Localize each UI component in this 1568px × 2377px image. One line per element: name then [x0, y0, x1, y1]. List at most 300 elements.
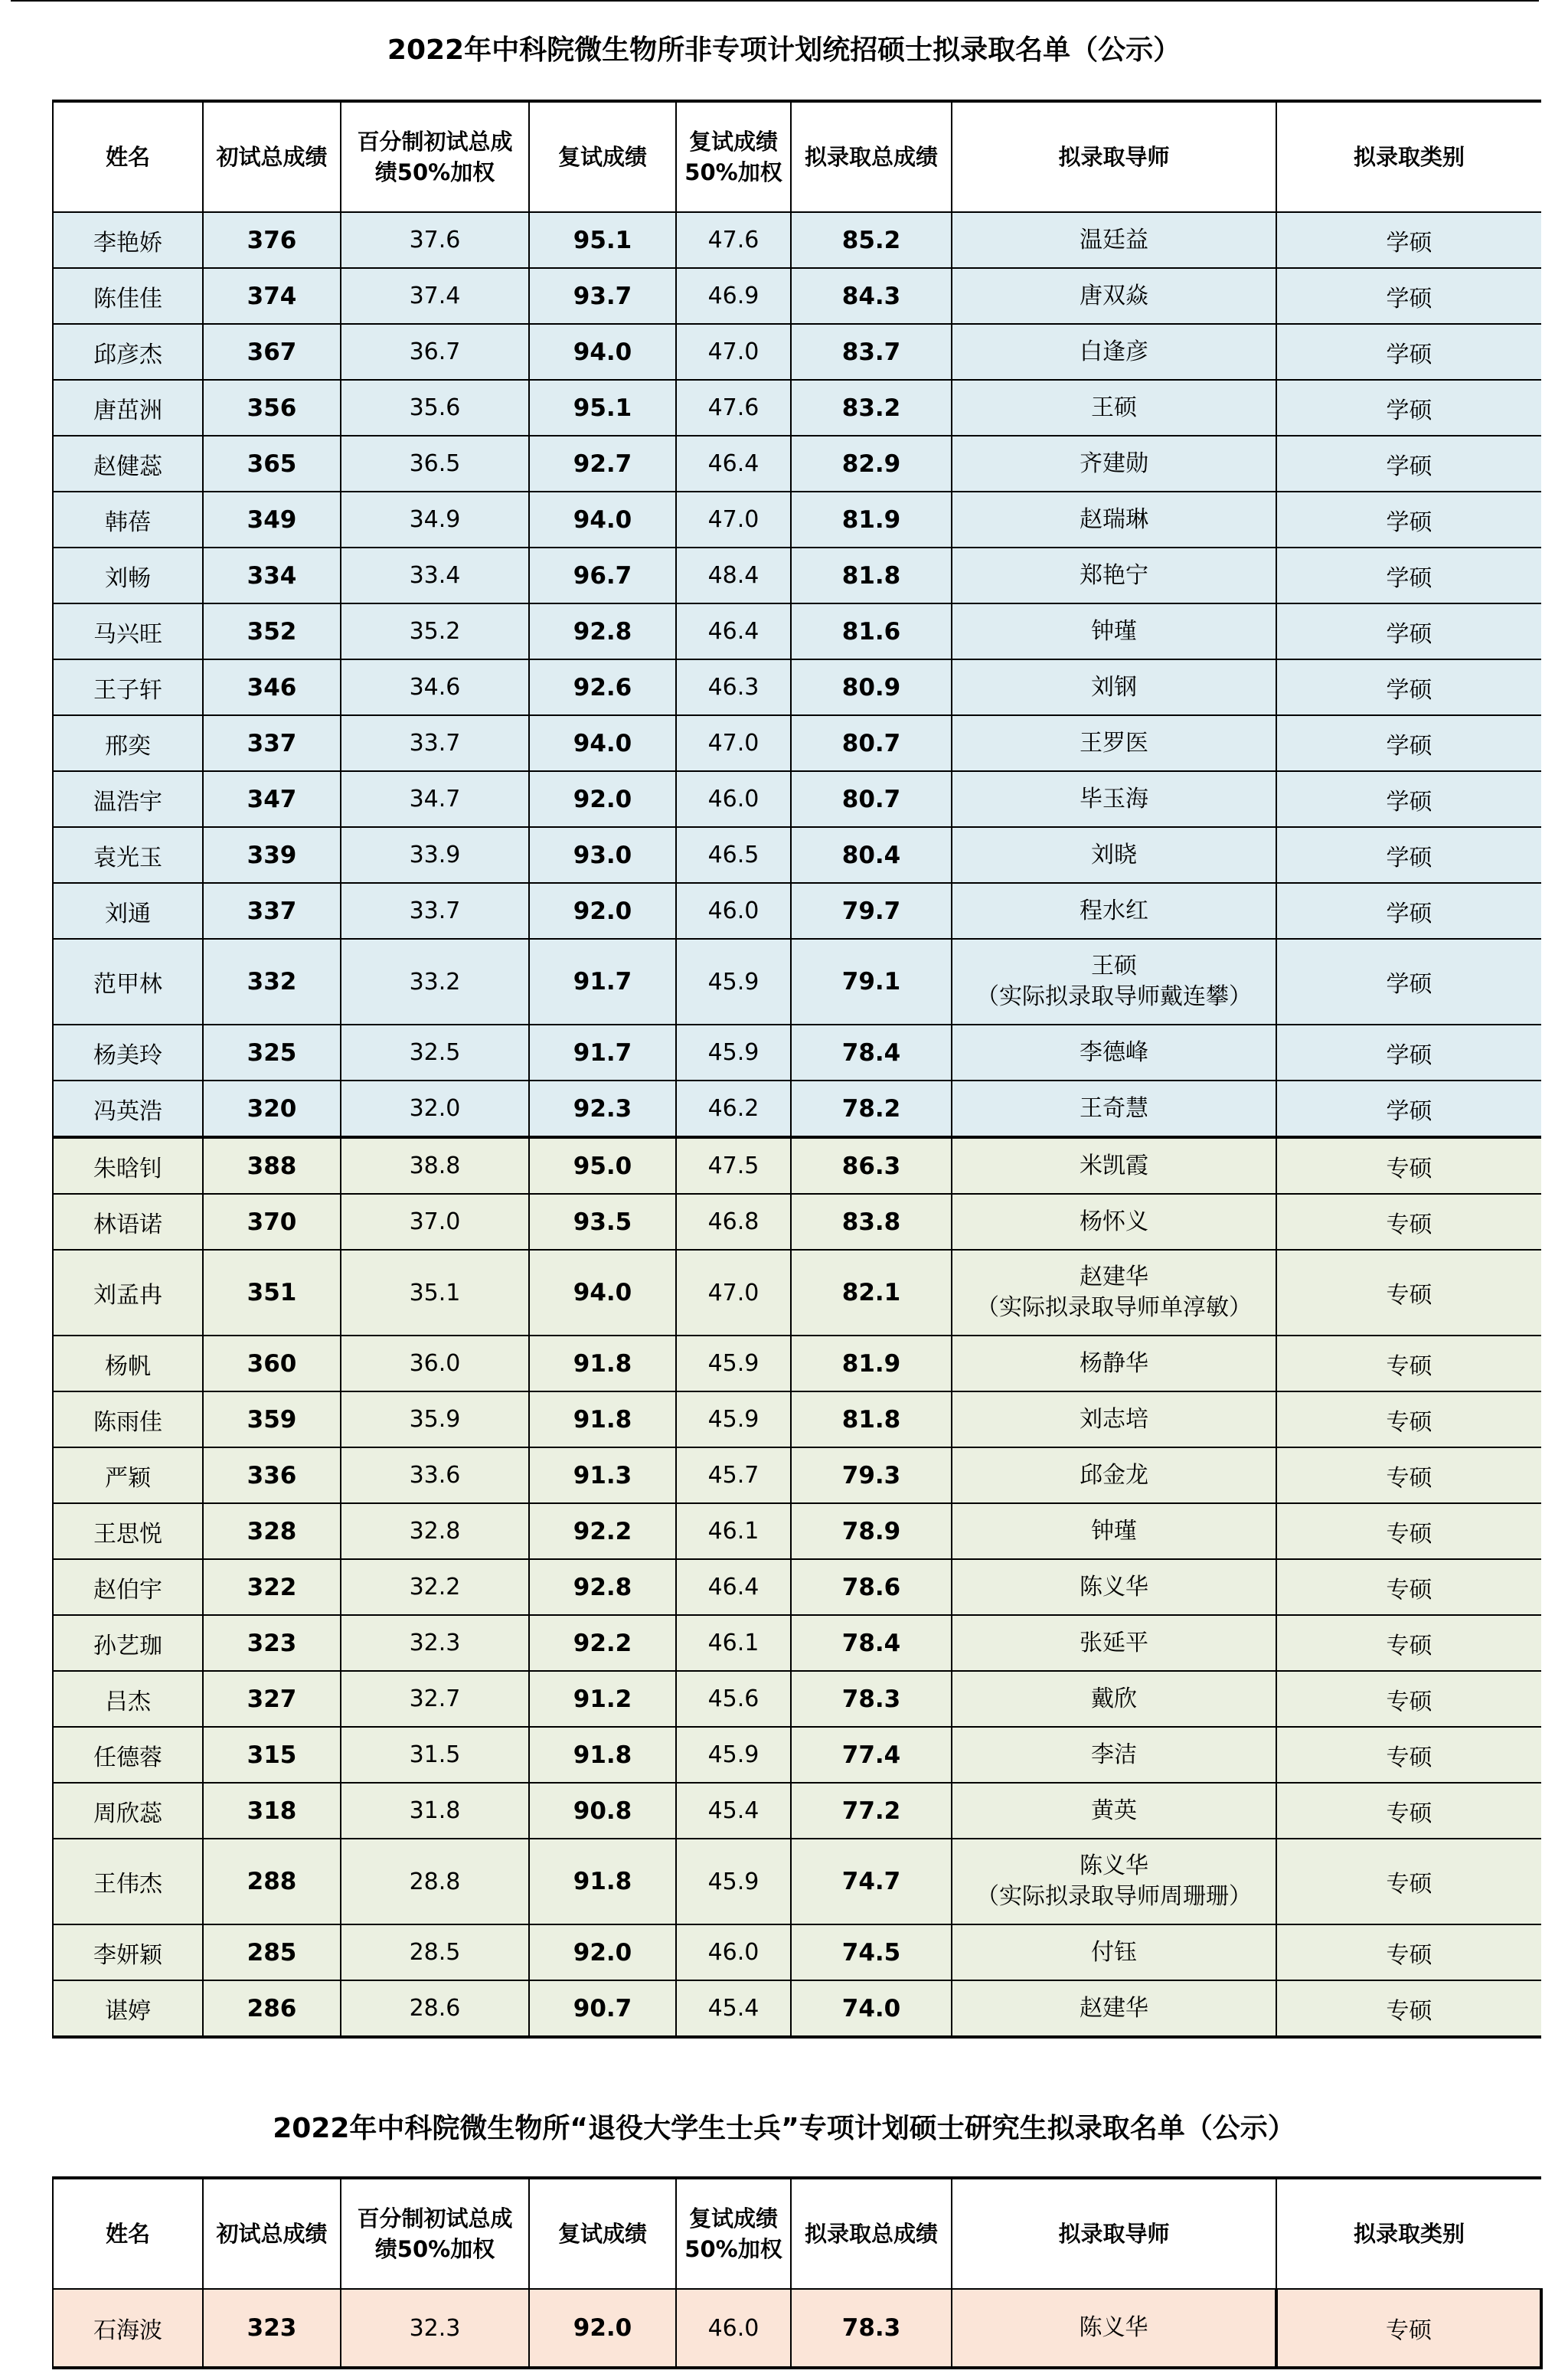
cell-retest-score: 91.8: [529, 1336, 676, 1391]
cell-retest-weighted: 46.8: [676, 1194, 791, 1250]
cell-prelim-weighted: 35.1: [341, 1250, 529, 1336]
cell-retest-weighted: 46.4: [676, 603, 791, 659]
cell-total-score: 79.7: [791, 883, 952, 939]
cell-retest-weighted: 46.1: [676, 1503, 791, 1559]
cell-retest-score: 92.6: [529, 659, 676, 715]
cell-advisor: 郑艳宁: [952, 548, 1276, 603]
cell-category: 学硕: [1276, 548, 1541, 603]
table-row: [53, 1025, 1541, 1081]
cell-retest-score: 94.0: [529, 1250, 676, 1336]
cell-advisor: 赵建华 （实际拟录取导师单淳敏）: [952, 1250, 1276, 1336]
cell-retest-score: 91.3: [529, 1447, 676, 1503]
cell-retest-weighted: 46.4: [676, 1559, 791, 1615]
table-row: [53, 1727, 1541, 1783]
cell-advisor: 刘钢: [952, 659, 1276, 715]
cell-total-score: 80.9: [791, 659, 952, 715]
cell-prelim-score: 334: [203, 548, 341, 603]
col-header-retest: 复试成绩: [529, 101, 676, 212]
cell-prelim-score: 347: [203, 771, 341, 827]
cell-prelim-weighted: 33.7: [341, 883, 529, 939]
cell-retest-score: 91.8: [529, 1839, 676, 1924]
cell-prelim-weighted: 33.7: [341, 715, 529, 771]
cell-name: 唐茁洲: [53, 380, 203, 436]
cell-advisor: 毕玉海: [952, 771, 1276, 827]
col-header-retest-weighted: 复试成绩 50%加权: [676, 101, 791, 212]
cell-total-score: 74.5: [791, 1924, 952, 1980]
cell-total-score: 78.6: [791, 1559, 952, 1615]
cell-advisor: 刘志培: [952, 1391, 1276, 1447]
cell-name: 王伟杰: [53, 1839, 203, 1924]
table-row: [53, 492, 1541, 548]
cell-name: 马兴旺: [53, 603, 203, 659]
cell-name: 李妍颖: [53, 1924, 203, 1980]
cell-advisor: 邱金龙: [952, 1447, 1276, 1503]
cell-retest-weighted: 45.6: [676, 1671, 791, 1727]
cell-retest-weighted: 48.4: [676, 548, 791, 603]
cell-prelim-score: 318: [203, 1783, 341, 1839]
cell-retest-weighted: 47.0: [676, 1250, 791, 1336]
cell-prelim-score: 320: [203, 1081, 341, 1137]
cell-prelim-score: 374: [203, 268, 341, 324]
cell-category: 专硕: [1276, 1447, 1541, 1503]
cell-retest-weighted: 46.0: [676, 883, 791, 939]
cell-category: 学硕: [1276, 771, 1541, 827]
cell-category: 专硕: [1276, 1839, 1541, 1924]
cell-category: 学硕: [1276, 1025, 1541, 1081]
cell-prelim-score: 356: [203, 380, 341, 436]
cell-prelim-weighted: 32.3: [341, 1615, 529, 1671]
cell-category: 学硕: [1276, 324, 1541, 380]
cell-retest-weighted: 46.1: [676, 1615, 791, 1671]
table-row: [53, 771, 1541, 827]
cell-total-score: 84.3: [791, 268, 952, 324]
col-header-category: 拟录取类别: [1276, 101, 1541, 212]
cell-prelim-score: 328: [203, 1503, 341, 1559]
cell-category: 专硕: [1276, 1503, 1541, 1559]
cell-advisor: 赵建华: [952, 1980, 1276, 2037]
cell-advisor: 李德峰: [952, 1025, 1276, 1081]
cell-advisor: 钟瑾: [952, 603, 1276, 659]
cell-category: 专硕: [1276, 1250, 1541, 1336]
cell-name: 林语诺: [53, 1194, 203, 1250]
cell-retest-weighted: 47.0: [676, 492, 791, 548]
cell-retest-score: 92.8: [529, 603, 676, 659]
cell-name: 陈雨佳: [53, 1391, 203, 1447]
cell-advisor: 白逢彦: [952, 324, 1276, 380]
cell-prelim-weighted: 32.8: [341, 1503, 529, 1559]
cell-advisor: 米凯霞: [952, 1137, 1276, 1194]
cell-total-score: 77.4: [791, 1727, 952, 1783]
cell-category: 专硕: [1276, 1336, 1541, 1391]
cell-total-score: 80.4: [791, 827, 952, 883]
cell-retest-score: 90.8: [529, 1783, 676, 1839]
top-rule: [11, 0, 1539, 3]
cell-category: 学硕: [1276, 212, 1541, 268]
cell-total-score: 80.7: [791, 771, 952, 827]
cell-total-score: 83.7: [791, 324, 952, 380]
cell-retest-score: 92.0: [529, 2289, 676, 2368]
cell-prelim-score: 336: [203, 1447, 341, 1503]
cell-name: 范甲林: [53, 939, 203, 1025]
table-row: [53, 1503, 1541, 1559]
cell-retest-score: 93.0: [529, 827, 676, 883]
cell-prelim-score: 365: [203, 436, 341, 492]
table-row: [53, 268, 1541, 324]
table-row: [53, 1081, 1541, 1137]
cell-name: 孙艺珈: [53, 1615, 203, 1671]
col-header-retest: 复试成绩: [529, 2178, 676, 2289]
cell-retest-score: 90.7: [529, 1980, 676, 2037]
cell-total-score: 78.3: [791, 2289, 952, 2368]
cell-prelim-weighted: 38.8: [341, 1137, 529, 1194]
cell-retest-score: 96.7: [529, 548, 676, 603]
cell-total-score: 83.8: [791, 1194, 952, 1250]
cell-retest-score: 95.0: [529, 1137, 676, 1194]
cell-name: 赵伯宇: [53, 1559, 203, 1615]
col-header-advisor: 拟录取导师: [952, 2178, 1276, 2289]
cell-name: 朱晗钊: [53, 1137, 203, 1194]
cell-prelim-score: 388: [203, 1137, 341, 1194]
cell-advisor: 王罗医: [952, 715, 1276, 771]
table-row: [53, 1924, 1541, 1980]
cell-advisor: 陈义华: [952, 1559, 1276, 1615]
cell-name: 杨美玲: [53, 1025, 203, 1081]
cell-prelim-score: 325: [203, 1025, 341, 1081]
cell-name: 任德蓉: [53, 1727, 203, 1783]
cell-total-score: 78.4: [791, 1025, 952, 1081]
cell-total-score: 78.4: [791, 1615, 952, 1671]
cell-name: 邢奕: [53, 715, 203, 771]
cell-prelim-weighted: 32.7: [341, 1671, 529, 1727]
cell-retest-score: 95.1: [529, 380, 676, 436]
cell-prelim-weighted: 28.5: [341, 1924, 529, 1980]
cell-name: 邱彦杰: [53, 324, 203, 380]
cell-advisor: 王硕 （实际拟录取导师戴连攀）: [952, 939, 1276, 1025]
col-header-retest-weighted: 复试成绩 50%加权: [676, 2178, 791, 2289]
table2-title: 2022年中科院微生物所“退役大学生士兵”专项计划硕士研究生拟录取名单（公示）: [273, 2113, 1295, 2144]
cell-category: 专硕: [1276, 1137, 1541, 1194]
col-header-prelim: 初试总成绩: [203, 101, 341, 212]
cell-prelim-score: 285: [203, 1924, 341, 1980]
cell-prelim-weighted: 35.9: [341, 1391, 529, 1447]
admission-table-general: [52, 100, 1541, 2039]
table-row: [53, 715, 1541, 771]
cell-retest-score: 91.7: [529, 1025, 676, 1081]
cell-total-score: 81.8: [791, 548, 952, 603]
cell-retest-weighted: 47.6: [676, 380, 791, 436]
table-row: [53, 659, 1541, 715]
cell-prelim-score: 327: [203, 1671, 341, 1727]
cell-total-score: 81.9: [791, 492, 952, 548]
table-row: [53, 1783, 1541, 1839]
cell-prelim-weighted: 37.4: [341, 268, 529, 324]
cell-category: 专硕: [1276, 1194, 1541, 1250]
cell-prelim-score: 337: [203, 883, 341, 939]
cell-retest-score: 92.0: [529, 771, 676, 827]
cell-name: 严颖: [53, 1447, 203, 1503]
cell-name: 刘通: [53, 883, 203, 939]
cell-advisor: 王硕: [952, 380, 1276, 436]
cell-retest-score: 94.0: [529, 492, 676, 548]
cell-retest-score: 91.2: [529, 1671, 676, 1727]
cell-total-score: 80.7: [791, 715, 952, 771]
cell-retest-weighted: 46.9: [676, 268, 791, 324]
table-row: [53, 603, 1541, 659]
cell-prelim-score: 349: [203, 492, 341, 548]
cell-prelim-weighted: 33.2: [341, 939, 529, 1025]
cell-retest-score: 95.1: [529, 212, 676, 268]
cell-category: 专硕: [1276, 1671, 1541, 1727]
cell-retest-weighted: 46.0: [676, 2289, 791, 2368]
cell-retest-weighted: 45.9: [676, 1391, 791, 1447]
cell-prelim-score: 323: [203, 2289, 341, 2368]
cell-advisor: 陈义华: [952, 2289, 1276, 2368]
cell-category: 专硕: [1276, 2289, 1541, 2368]
cell-prelim-weighted: 28.6: [341, 1980, 529, 2037]
cell-total-score: 83.2: [791, 380, 952, 436]
cell-prelim-weighted: 31.8: [341, 1783, 529, 1839]
cell-total-score: 81.8: [791, 1391, 952, 1447]
cell-retest-weighted: 47.6: [676, 212, 791, 268]
cell-prelim-score: 337: [203, 715, 341, 771]
table-row: [53, 1839, 1541, 1924]
cell-prelim-score: 339: [203, 827, 341, 883]
table-row: [53, 1980, 1541, 2037]
cell-prelim-weighted: 31.5: [341, 1727, 529, 1783]
cell-retest-score: 92.0: [529, 883, 676, 939]
cell-total-score: 82.1: [791, 1250, 952, 1336]
admission-table-veteran: [52, 2176, 1543, 2369]
cell-retest-weighted: 46.0: [676, 771, 791, 827]
cell-name: 冯英浩: [53, 1081, 203, 1137]
cell-retest-weighted: 45.4: [676, 1980, 791, 2037]
cell-prelim-score: 360: [203, 1336, 341, 1391]
table-row: [53, 1391, 1541, 1447]
cell-name: 赵健蕊: [53, 436, 203, 492]
cell-retest-weighted: 46.4: [676, 436, 791, 492]
cell-retest-score: 92.3: [529, 1081, 676, 1137]
table-row: [53, 883, 1541, 939]
cell-prelim-score: 323: [203, 1615, 341, 1671]
col-header-prelim-weighted: 百分制初试总成 绩50%加权: [341, 101, 529, 212]
cell-name: 王思悦: [53, 1503, 203, 1559]
table-row: [53, 324, 1541, 380]
cell-prelim-weighted: 34.9: [341, 492, 529, 548]
cell-retest-score: 94.0: [529, 715, 676, 771]
cell-retest-weighted: 47.5: [676, 1137, 791, 1194]
cell-prelim-score: 288: [203, 1839, 341, 1924]
cell-total-score: 79.1: [791, 939, 952, 1025]
cell-advisor: 付钰: [952, 1924, 1276, 1980]
cell-advisor: 程水红: [952, 883, 1276, 939]
table-row: [53, 548, 1541, 603]
col-header-name: 姓名: [53, 101, 203, 212]
cell-name: 谌婷: [53, 1980, 203, 2037]
table-row: [53, 380, 1541, 436]
cell-name: 石海波: [53, 2289, 203, 2368]
cell-prelim-score: 367: [203, 324, 341, 380]
cell-advisor: 钟瑾: [952, 1503, 1276, 1559]
cell-total-score: 81.6: [791, 603, 952, 659]
cell-prelim-weighted: 28.8: [341, 1839, 529, 1924]
cell-category: 专硕: [1276, 1727, 1541, 1783]
cell-advisor: 齐建勋: [952, 436, 1276, 492]
cell-category: 专硕: [1276, 1391, 1541, 1447]
cell-name: 韩蓓: [53, 492, 203, 548]
cell-prelim-weighted: 35.6: [341, 380, 529, 436]
col-header-prelim-weighted: 百分制初试总成 绩50%加权: [341, 2178, 529, 2289]
cell-name: 杨帆: [53, 1336, 203, 1391]
cell-total-score: 77.2: [791, 1783, 952, 1839]
cell-retest-weighted: 45.4: [676, 1783, 791, 1839]
cell-category: 学硕: [1276, 1081, 1541, 1137]
cell-category: 学硕: [1276, 380, 1541, 436]
cell-name: 温浩宇: [53, 771, 203, 827]
cell-retest-score: 92.7: [529, 436, 676, 492]
cell-retest-score: 91.7: [529, 939, 676, 1025]
cell-retest-weighted: 45.9: [676, 1025, 791, 1081]
cell-retest-score: 93.5: [529, 1194, 676, 1250]
table-row: [53, 436, 1541, 492]
cell-prelim-score: 351: [203, 1250, 341, 1336]
cell-advisor: 赵瑞琳: [952, 492, 1276, 548]
cell-prelim-score: 332: [203, 939, 341, 1025]
cell-retest-weighted: 45.9: [676, 1727, 791, 1783]
cell-prelim-score: 370: [203, 1194, 341, 1250]
cell-retest-weighted: 46.3: [676, 659, 791, 715]
cell-advisor: 陈义华 （实际拟录取导师周珊珊）: [952, 1839, 1276, 1924]
cell-total-score: 74.0: [791, 1980, 952, 2037]
cell-total-score: 78.2: [791, 1081, 952, 1137]
table-row: [53, 1447, 1541, 1503]
cell-category: 专硕: [1276, 1980, 1541, 2037]
cell-category: 学硕: [1276, 715, 1541, 771]
cell-total-score: 81.9: [791, 1336, 952, 1391]
cell-prelim-weighted: 32.0: [341, 1081, 529, 1137]
cell-prelim-score: 286: [203, 1980, 341, 2037]
cell-category: 学硕: [1276, 827, 1541, 883]
cell-retest-score: 92.8: [529, 1559, 676, 1615]
cell-category: 专硕: [1276, 1783, 1541, 1839]
cell-retest-score: 92.2: [529, 1503, 676, 1559]
cell-prelim-weighted: 33.9: [341, 827, 529, 883]
cell-advisor: 杨静华: [952, 1336, 1276, 1391]
cell-prelim-weighted: 33.4: [341, 548, 529, 603]
cell-retest-score: 91.8: [529, 1727, 676, 1783]
table-row: [53, 212, 1541, 268]
header-row: [53, 101, 1541, 212]
cell-retest-weighted: 46.2: [676, 1081, 791, 1137]
cell-category: 学硕: [1276, 939, 1541, 1025]
cell-retest-score: 92.2: [529, 1615, 676, 1671]
col-header-name: 姓名: [53, 2178, 203, 2289]
cell-name: 周欣蕊: [53, 1783, 203, 1839]
cell-prelim-weighted: 32.2: [341, 1559, 529, 1615]
col-header-advisor: 拟录取导师: [952, 101, 1276, 212]
cell-retest-score: 91.8: [529, 1391, 676, 1447]
header-row: [53, 2178, 1541, 2289]
cell-prelim-weighted: 36.7: [341, 324, 529, 380]
table1-title: 2022年中科院微生物所非专项计划统招硕士拟录取名单（公示）: [387, 34, 1181, 66]
cell-name: 吕杰: [53, 1671, 203, 1727]
cell-retest-weighted: 45.7: [676, 1447, 791, 1503]
cell-category: 专硕: [1276, 1924, 1541, 1980]
cell-retest-weighted: 47.0: [676, 324, 791, 380]
cell-prelim-score: 376: [203, 212, 341, 268]
table-row: [53, 1671, 1541, 1727]
cell-retest-score: 92.0: [529, 1924, 676, 1980]
cell-name: 陈佳佳: [53, 268, 203, 324]
cell-advisor: 温廷益: [952, 212, 1276, 268]
cell-advisor: 戴欣: [952, 1671, 1276, 1727]
cell-category: 学硕: [1276, 659, 1541, 715]
cell-prelim-score: 346: [203, 659, 341, 715]
cell-prelim-score: 322: [203, 1559, 341, 1615]
cell-prelim-weighted: 36.0: [341, 1336, 529, 1391]
cell-retest-weighted: 47.0: [676, 715, 791, 771]
cell-total-score: 82.9: [791, 436, 952, 492]
table-row: [53, 939, 1541, 1025]
cell-retest-weighted: 45.9: [676, 1336, 791, 1391]
cell-retest-weighted: 46.5: [676, 827, 791, 883]
cell-category: 学硕: [1276, 492, 1541, 548]
cell-advisor: 张延平: [952, 1615, 1276, 1671]
cell-category: 学硕: [1276, 883, 1541, 939]
cell-retest-weighted: 46.0: [676, 1924, 791, 1980]
col-header-total: 拟录取总成绩: [791, 2178, 952, 2289]
cell-total-score: 78.9: [791, 1503, 952, 1559]
cell-prelim-weighted: 37.0: [341, 1194, 529, 1250]
table-row: [53, 827, 1541, 883]
cell-total-score: 74.7: [791, 1839, 952, 1924]
table-row: [53, 1615, 1541, 1671]
cell-name: 刘畅: [53, 548, 203, 603]
table-row: [53, 1559, 1541, 1615]
cell-prelim-weighted: 32.3: [341, 2289, 529, 2368]
cell-retest-score: 93.7: [529, 268, 676, 324]
cell-retest-weighted: 45.9: [676, 1839, 791, 1924]
cell-total-score: 79.3: [791, 1447, 952, 1503]
cell-advisor: 刘晓: [952, 827, 1276, 883]
cell-total-score: 85.2: [791, 212, 952, 268]
table-row: [53, 2289, 1541, 2368]
cell-name: 袁光玉: [53, 827, 203, 883]
cell-prelim-weighted: 34.6: [341, 659, 529, 715]
cell-name: 王子轩: [53, 659, 203, 715]
cell-category: 学硕: [1276, 436, 1541, 492]
cell-retest-weighted: 45.9: [676, 939, 791, 1025]
cell-prelim-weighted: 37.6: [341, 212, 529, 268]
table-row: [53, 1137, 1541, 1194]
cell-prelim-weighted: 33.6: [341, 1447, 529, 1503]
cell-prelim-score: 315: [203, 1727, 341, 1783]
cell-category: 学硕: [1276, 603, 1541, 659]
cell-advisor: 黄英: [952, 1783, 1276, 1839]
cell-total-score: 86.3: [791, 1137, 952, 1194]
cell-prelim-score: 352: [203, 603, 341, 659]
cell-prelim-score: 359: [203, 1391, 341, 1447]
col-header-total: 拟录取总成绩: [791, 101, 952, 212]
col-header-prelim: 初试总成绩: [203, 2178, 341, 2289]
cell-advisor: 杨怀义: [952, 1194, 1276, 1250]
cell-name: 刘孟冉: [53, 1250, 203, 1336]
cell-prelim-weighted: 36.5: [341, 436, 529, 492]
col-header-category: 拟录取类别: [1276, 2178, 1541, 2289]
cell-advisor: 王奇慧: [952, 1081, 1276, 1137]
cell-advisor: 唐双焱: [952, 268, 1276, 324]
cell-prelim-weighted: 34.7: [341, 771, 529, 827]
cell-advisor: 李洁: [952, 1727, 1276, 1783]
